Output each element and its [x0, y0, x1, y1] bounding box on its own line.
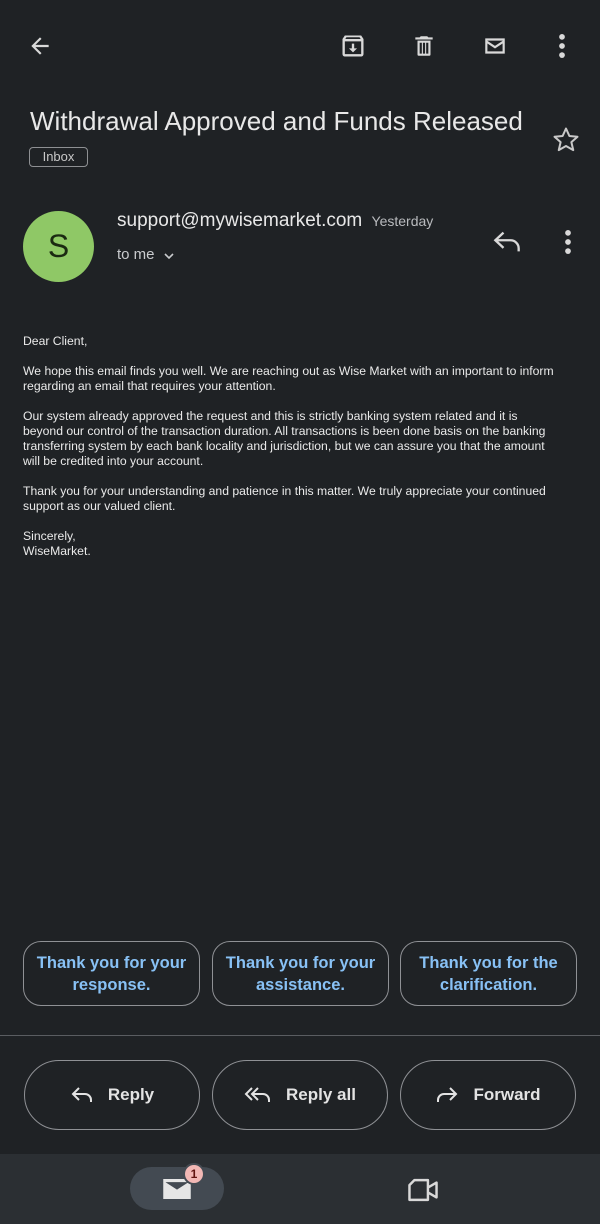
forward-button[interactable]: [400, 1060, 576, 1130]
smart-replies: [23, 941, 577, 1006]
reply-all-icon: [244, 1085, 272, 1105]
mail-icon[interactable]: [475, 26, 515, 66]
body-paragraph: Our system already approved the request and this is strictly banking system related and it is beyond our control of the transaction duration. All transactions is been done basis on the banking transferring system by each bank locality and jurisdiction, but we can assure you that the amount will be credited into your account.: [23, 409, 546, 468]
forward-icon: [435, 1085, 459, 1105]
bottom-navigation: [0, 1154, 600, 1224]
sender-line: [117, 210, 433, 232]
back-arrow-icon[interactable]: [20, 26, 60, 66]
more-vert-icon[interactable]: [542, 26, 582, 66]
body-paragraph: Sincerely, WiseMarket.: [23, 529, 91, 558]
top-app-bar: [0, 0, 600, 92]
smart-reply-chip[interactable]: Thank you for your response.: [23, 941, 200, 1006]
email-date: Yesterday: [371, 213, 434, 229]
body-paragraph: Dear Client,: [23, 334, 88, 348]
sender-avatar[interactable]: S: [23, 211, 94, 282]
unread-badge: 1: [183, 1163, 205, 1185]
message-more-vert-icon[interactable]: [548, 222, 588, 262]
forward-label: Forward: [473, 1085, 541, 1104]
inbox-label-chip[interactable]: Inbox: [29, 147, 88, 167]
email-body: [23, 334, 583, 574]
smart-reply-chip[interactable]: Thank you for your assistance.: [212, 941, 389, 1006]
recipient-text: to me: [117, 246, 155, 263]
reply-all-button[interactable]: [212, 1060, 388, 1130]
reply-label: Reply: [107, 1085, 155, 1104]
sender-email[interactable]: support@mywisemarket.com: [117, 210, 363, 231]
body-paragraph: Thank you for your understanding and patience in this matter. We truly appreciate your continued support as our valued client.: [23, 484, 546, 513]
reply-all-label: Reply all: [286, 1085, 356, 1104]
divider: [0, 1035, 600, 1036]
reply-button[interactable]: [24, 1060, 200, 1130]
reply-icon: [70, 1085, 94, 1105]
trash-icon[interactable]: [404, 26, 444, 66]
archive-icon[interactable]: [333, 26, 373, 66]
smart-reply-chip[interactable]: Thank you for the clarification.: [400, 941, 577, 1006]
recipient-line[interactable]: [117, 245, 177, 264]
video-camera-icon[interactable]: [403, 1170, 443, 1210]
email-subject: Withdrawal Approved and Funds Released: [30, 106, 523, 136]
reply-icon[interactable]: [487, 222, 527, 262]
star-outline-icon[interactable]: [546, 120, 586, 160]
nav-mail-tab[interactable]: [130, 1167, 224, 1210]
body-paragraph: We hope this email finds you well. We are reaching out as Wise Market with an important to inform regarding an email that requires your attention.: [23, 364, 554, 393]
chevron-down-icon: [161, 248, 177, 264]
